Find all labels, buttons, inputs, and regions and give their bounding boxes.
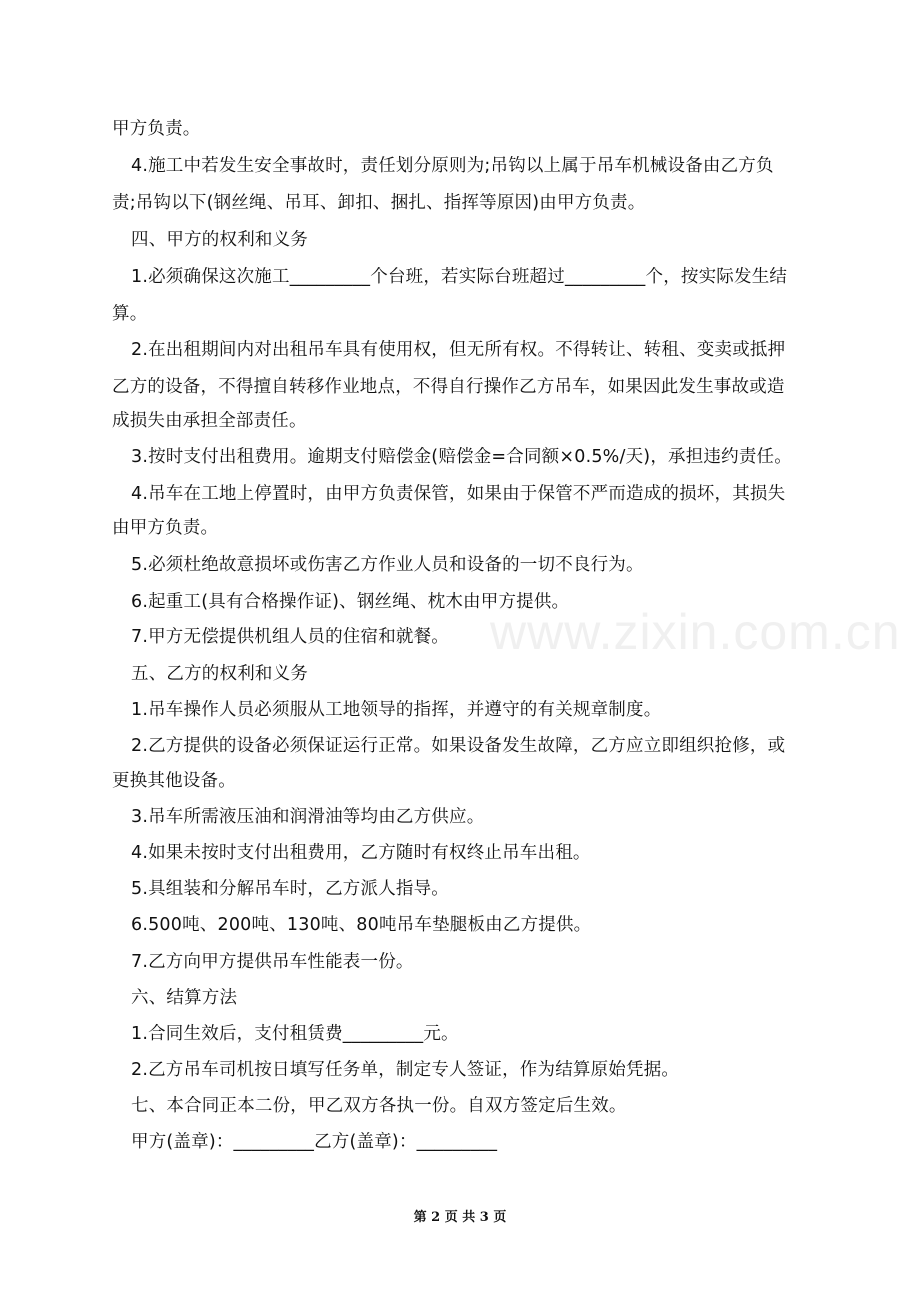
paragraph-line: 3.吊车所需液压油和润滑油等均由乙方供应。 [131, 807, 485, 827]
paragraph-line: 由甲方负责。 [112, 518, 219, 538]
paragraph-line: 5.必须杜绝故意损坏或伤害乙方作业人员和设备的一切不良行为。 [131, 555, 644, 575]
paragraph-line: 1.必须确保这次施工_________个台班，若实际台班超过_________个，按实际发生结 [131, 267, 788, 287]
section-heading: 四、甲方的权利和义务 [131, 230, 308, 250]
section-heading: 七、本合同正本二份，甲乙双方各执一份。自双方签定后生效。 [131, 1096, 627, 1116]
paragraph-line: 成损失由承担全部责任。 [112, 411, 307, 431]
paragraph-line: 6.500吨、200吨、130吨、80吨吊车垫腿板由乙方提供。 [131, 915, 592, 935]
section-heading: 五、乙方的权利和义务 [131, 664, 308, 684]
signature-line: 甲方(盖章)：_________乙方(盖章)：_________ [131, 1132, 498, 1152]
paragraph-line: 更换其他设备。 [112, 771, 236, 791]
paragraph-line: 2.乙方吊车司机按日填写任务单，制定专人签证，作为结算原始凭据。 [131, 1060, 680, 1080]
paragraph-line: 责;吊钩以下(钢丝绳、吊耳、卸扣、捆扎、指挥等原因)由甲方负责。 [112, 193, 646, 213]
paragraph-line: 4.吊车在工地上停置时，由甲方负责保管，如果由于保管不严而造成的损坏，其损失 [131, 484, 786, 504]
paragraph-line: 4.如果未按时支付出租费用，乙方随时有权终止吊车出租。 [131, 843, 591, 863]
paragraph-line: 1.合同生效后，支付租赁费_________元。 [131, 1024, 459, 1044]
paragraph-line: 4.施工中若发生安全事故时，责任划分原则为;吊钩以上属于吊车机械设备由乙方负 [131, 156, 774, 176]
paragraph-line: 7.甲方无偿提供机组人员的住宿和就餐。 [131, 627, 449, 647]
paragraph-line: 2.乙方提供的设备必须保证运行正常。如果设备发生故障，乙方应立即组织抢修，或 [131, 736, 786, 756]
paragraph-line: 1.吊车操作人员必须服从工地领导的指挥，并遵守的有关规章制度。 [131, 700, 662, 720]
section-heading: 六、结算方法 [131, 988, 238, 1008]
paragraph-line: 7.乙方向甲方提供吊车性能表一份。 [131, 952, 414, 972]
paragraph-line: 5.具组装和分解吊车时，乙方派人指导。 [131, 879, 449, 899]
paragraph-line: 3.按时支付出租费用。逾期支付赔偿金(赔偿金=合同额×0.5%/天)，承担违约责任。 [131, 447, 792, 467]
paragraph-line: 算。 [112, 304, 148, 324]
paragraph-line: 2.在出租期间内对出租吊车具有使用权，但无所有权。不得转让、转租、变卖或抵押 [131, 340, 786, 360]
page-footer: 第 2 页 共 3 页 [413, 1210, 507, 1225]
paragraph-line: 甲方负责。 [112, 119, 201, 139]
paragraph-line: 乙方的设备，不得擅自转移作业地点，不得自行操作乙方吊车，如果因此发生事故或造 [112, 377, 785, 397]
watermark: www.zixin.com.cn [490, 604, 901, 660]
paragraph-line: 6.起重工(具有合格操作证)、钢丝绳、枕木由甲方提供。 [131, 592, 570, 612]
